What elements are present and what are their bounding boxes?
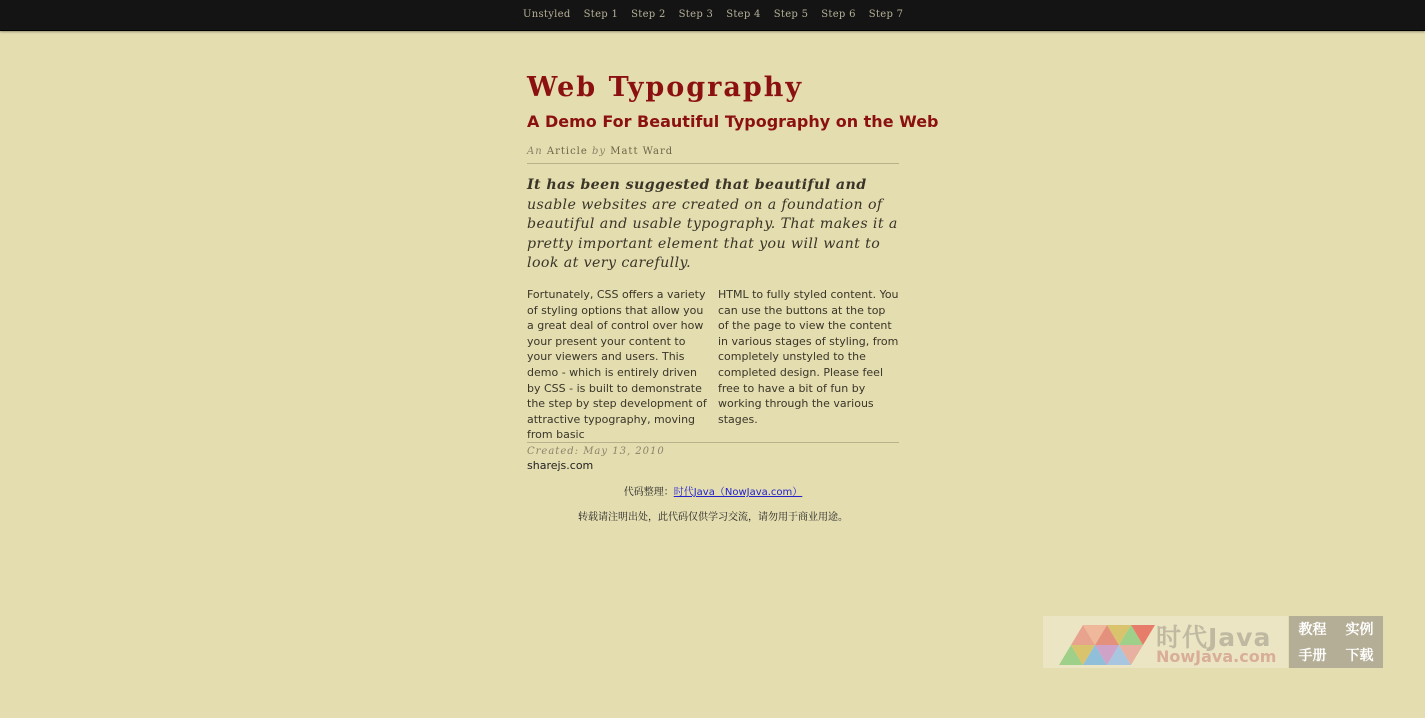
top-navigation-bar	[0, 0, 1425, 31]
credit-label: 代码整理：	[623, 487, 674, 498]
nav-unstyled[interactable]: Unstyled	[523, 9, 571, 20]
nowjava-watermark[interactable]	[1043, 616, 1383, 668]
nav-step-4[interactable]: Step 4	[726, 9, 761, 20]
lead-paragraph	[527, 176, 899, 274]
lead-bold: It has been suggested that beautiful and	[527, 177, 867, 193]
watermark-link-tutorial[interactable]: 教程	[1298, 622, 1327, 638]
nav-step-2[interactable]: Step 2	[631, 9, 666, 20]
byline-article: Article	[546, 146, 588, 157]
nowjava-link[interactable]: 时代Java（NowJava.com）	[673, 487, 803, 498]
body-column-2: HTML to fully styled content. You can use the buttons at the top of the page to view the content in various stages of styling, from completely unstyled to the completed design. Please feel free to have a bit of fun by working through the various stages.	[718, 288, 899, 426]
byline	[527, 146, 899, 164]
byline-an: An	[527, 146, 543, 157]
watermark-links	[1289, 616, 1383, 668]
code-credit	[527, 483, 899, 498]
nav-step-3[interactable]: Step 3	[678, 9, 714, 20]
step-nav	[523, 9, 916, 20]
nav-step-1[interactable]: Step 1	[583, 9, 619, 20]
footer-divider	[527, 442, 899, 443]
copyright-notice: 转载请注明出处，此代码仅供学习交流，请勿用于商业用途。	[578, 512, 848, 523]
nav-step-5[interactable]: Step 5	[773, 9, 809, 20]
page-title: Web Typography	[527, 72, 804, 103]
nav-step-7[interactable]: Step 7	[868, 9, 904, 20]
body-columns	[527, 287, 899, 443]
byline-author: Matt Ward	[610, 146, 674, 157]
body-column-1: Fortunately, CSS offers a variety of styling options that allow you a great deal of control over how your present your content to your viewers and users. This demo - which is entirely driven by CSS - is built to demonstrate the step by step development of attractive typography, moving from basic	[527, 288, 707, 442]
watermark-link-manual[interactable]: 手册	[1298, 648, 1327, 664]
lead-rest: usable websites are created on a foundation of beautiful and usable typography. That makes it a pretty important element that you will want to look at very carefully.	[527, 196, 898, 271]
watermark-brand: 时代Java	[1156, 623, 1272, 652]
sharejs-text: sharejs.com	[527, 459, 594, 472]
nav-step-6[interactable]: Step 6	[821, 9, 856, 20]
created-date: Created: May 13, 2010	[527, 446, 665, 457]
page-subtitle: A Demo For Beautiful Typography on the Web	[527, 112, 939, 131]
watermark-brand-area	[1043, 616, 1288, 668]
watermark-link-download[interactable]: 下载	[1345, 648, 1374, 664]
watermark-link-examples[interactable]: 实例	[1345, 622, 1374, 638]
byline-by: by	[591, 146, 607, 157]
watermark-domain: NowJava.com	[1156, 647, 1277, 666]
triangle-logo-icon	[1057, 619, 1167, 665]
